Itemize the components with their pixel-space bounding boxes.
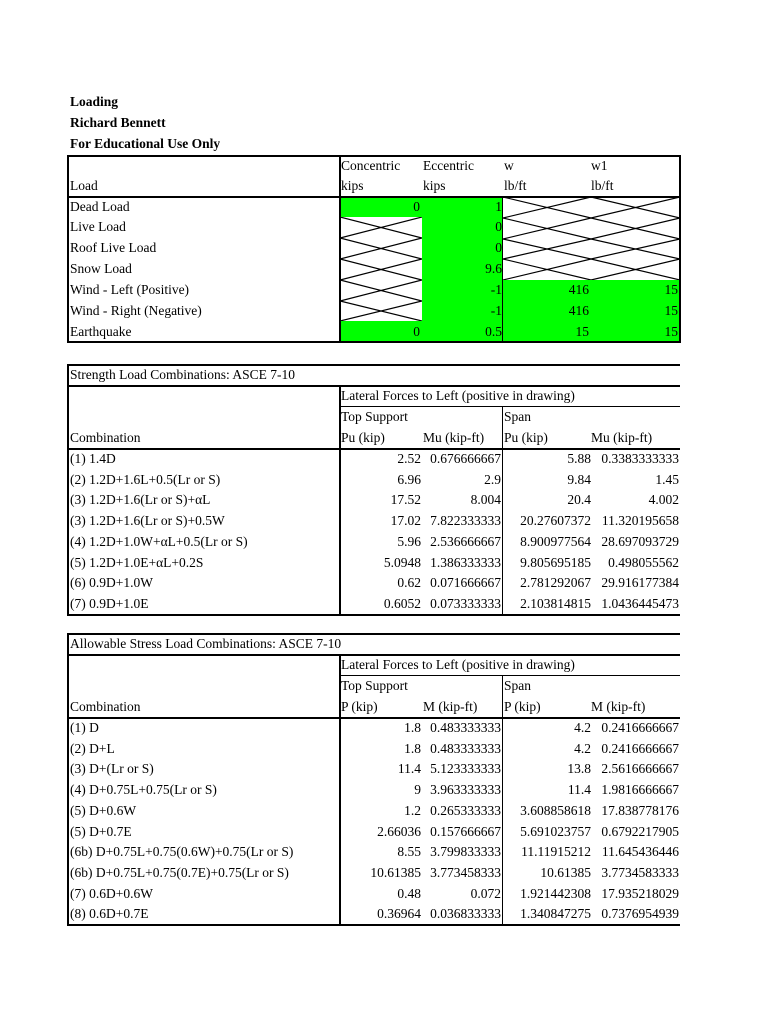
table-cell: 0.48: [397, 885, 421, 901]
load-label: Wind - Left (Positive): [70, 282, 190, 297]
load-label: Snow Load: [70, 261, 132, 276]
table-cell: 5.691023757: [520, 823, 591, 839]
w1-value: 15: [664, 282, 678, 297]
table-cell: 5.0948: [383, 554, 421, 570]
table-cell: 4.2: [574, 720, 591, 735]
table-cell: 20.27607372: [520, 513, 591, 529]
table-cell: 0.073333333: [430, 595, 501, 611]
table-cell: 9.84: [567, 471, 591, 487]
combination-label: (5) D+0.7E: [70, 823, 132, 839]
table-cell: 29.916177384: [601, 575, 679, 591]
w-value: 15: [575, 324, 589, 339]
concentric-header: Concentric: [341, 158, 401, 173]
table-cell: 2.5616666667: [601, 761, 679, 777]
combination-label: (2) D+L: [70, 740, 115, 756]
table-cell: 8.004: [470, 492, 501, 508]
table-cell: 0.498055562: [608, 554, 679, 570]
table-cell: 11.11915212: [521, 844, 591, 860]
table-cell: 1.386333333: [430, 554, 501, 570]
table-cell: 3.608858618: [520, 802, 591, 818]
w-value: 416: [568, 303, 589, 318]
table-cell: 7.822333333: [430, 513, 501, 529]
usage-notice: For Educational Use Only: [70, 136, 221, 151]
table-cell: 17.52: [390, 492, 421, 508]
table-cell: 0.6792217905: [601, 823, 679, 839]
table-cell: 0.2416666667: [601, 720, 679, 735]
table-cell: 0.071666667: [430, 575, 501, 591]
table-cell: 17.02: [390, 513, 421, 529]
w1-value: 15: [664, 324, 678, 339]
table-cell: 0.036833333: [430, 906, 501, 922]
eccentric-value: -1: [490, 303, 502, 318]
m-header: M (kip-ft): [423, 699, 478, 714]
combination-label: (4) 1.2D+1.0W+αL+0.5(Lr or S): [70, 533, 248, 549]
combination-label: (6) 0.9D+1.0W: [70, 575, 153, 591]
combination-label: (2) 1.2D+1.6L+0.5(Lr or S): [70, 471, 221, 487]
table-cell: 2.781292067: [520, 575, 591, 591]
author-name: Richard Bennett: [70, 115, 166, 130]
table-cell: 17.935218029: [601, 885, 679, 901]
table-cell: 0.62: [397, 575, 421, 591]
table-cell: 11.320195658: [601, 513, 679, 529]
table-cell: 13.8: [567, 761, 591, 777]
combination-label: (1) D: [70, 720, 99, 735]
table-cell: 1.8: [404, 720, 421, 735]
table-cell: 0.265333333: [430, 802, 501, 818]
table-cell: 3.773458333: [430, 864, 501, 880]
combination-label: (3) 1.2D+1.6(Lr or S)+αL: [70, 492, 211, 508]
eccentric-value: 0.5: [485, 324, 502, 339]
table-cell: 0.483333333: [430, 740, 501, 756]
table-cell: 0.3383333333: [601, 451, 679, 466]
eccentric-value: -1: [490, 282, 502, 297]
table-cell: 2.52: [397, 451, 421, 466]
load-label: Wind - Right (Negative): [70, 303, 202, 318]
allowable-title: Allowable Stress Load Combinations: ASCE 7-10: [70, 636, 342, 651]
table-cell: 0.072: [470, 885, 501, 901]
table-cell: 1.921442308: [520, 885, 591, 901]
eccentric-value: 9.6: [485, 261, 502, 276]
combination-label: (8) 0.6D+0.7E: [70, 906, 149, 922]
table-cell: 11.645436446: [601, 844, 679, 860]
pu-header: Pu (kip): [504, 430, 548, 445]
table-cell: 9.805695185: [520, 554, 591, 570]
table-cell: 3.799833333: [430, 844, 501, 860]
table-cell: 11.4: [567, 782, 591, 798]
combination-label: (1) 1.4D: [70, 451, 116, 466]
load-label: Dead Load: [70, 199, 130, 214]
table-cell: 4.2: [574, 740, 591, 756]
combination-label: (4) D+0.75L+0.75(Lr or S): [70, 782, 217, 798]
top-support-header: Top Support: [341, 409, 408, 424]
combination-label: (7) 0.6D+0.6W: [70, 885, 153, 901]
w-unit: lb/ft: [504, 178, 527, 193]
combination-label: (5) 1.2D+1.0E+αL+0.2S: [70, 554, 204, 570]
table-cell: 3.963333333: [430, 782, 501, 798]
table-cell: 10.61385: [370, 864, 421, 880]
table-cell: 3.7734583333: [601, 864, 679, 880]
eccentric-value: 0: [495, 240, 502, 255]
table-cell: 4.002: [648, 492, 679, 508]
eccentric-value: 0: [495, 219, 502, 234]
crosshatch-concentric: [340, 217, 422, 321]
table-cell: 8.900977564: [520, 533, 591, 549]
load-label: Earthquake: [70, 324, 132, 339]
lateral-forces-label: Lateral Forces to Left (positive in drawing): [341, 657, 575, 672]
table-cell: 2.66036: [377, 823, 421, 839]
table-cell: 0.6052: [383, 595, 421, 611]
mu-header: Mu (kip-ft): [591, 430, 653, 445]
load-label: Roof Live Load: [70, 240, 157, 255]
concentric-value: 0: [413, 199, 420, 214]
table-cell: 0.2416666667: [601, 740, 679, 756]
table-cell: 0.7376954939: [601, 906, 679, 922]
table-cell: 28.697093729: [601, 533, 679, 549]
table-cell: 17.838778176: [601, 802, 679, 818]
table-cell: 1.340847275: [520, 906, 591, 922]
load-header: Load: [70, 178, 98, 193]
concentric-value: 0: [413, 324, 420, 339]
combination-label: (3) D+(Lr or S): [70, 761, 154, 777]
table-cell: 1.9816666667: [601, 782, 679, 798]
m-header: M (kip-ft): [591, 699, 646, 714]
load-label: Live Load: [70, 219, 126, 234]
table-cell: 8.55: [397, 844, 421, 860]
table-cell: 1.8: [404, 740, 421, 756]
table-cell: 10.61385: [540, 864, 591, 880]
table-cell: 2.536666667: [430, 533, 501, 549]
combination-label: (6b) D+0.75L+0.75(0.6W)+0.75(Lr or S): [70, 844, 294, 860]
table-cell: 1.2: [404, 802, 421, 818]
crosshatch-w-loads: [503, 197, 680, 280]
w-value: 416: [568, 282, 589, 297]
mu-header: Mu (kip-ft): [423, 430, 485, 445]
table-cell: 2.103814815: [520, 595, 591, 611]
table-cell: 9: [414, 782, 421, 798]
table-cell: 20.4: [567, 492, 591, 508]
table-cell: 0.676666667: [430, 451, 501, 466]
eccentric-unit: kips: [423, 178, 446, 193]
p-header: P (kip): [341, 699, 378, 714]
table-cell: 11.4: [397, 761, 421, 777]
pu-header: Pu (kip): [341, 430, 385, 445]
table-cell: 5.123333333: [430, 761, 501, 777]
w-header: w: [504, 158, 514, 173]
table-cell: 0.157666667: [430, 823, 501, 839]
table-cell: 1.45: [655, 471, 679, 487]
p-header: P (kip): [504, 699, 541, 714]
combination-label: (5) D+0.6W: [70, 802, 137, 818]
page-title: Loading: [70, 94, 119, 109]
combination-header: Combination: [70, 699, 141, 714]
concentric-unit: kips: [341, 178, 364, 193]
table-cell: 2.9: [484, 471, 501, 487]
combination-label: (6b) D+0.75L+0.75(0.7E)+0.75(Lr or S): [70, 864, 289, 880]
eccentric-header: Eccentric: [423, 158, 474, 173]
w1-unit: lb/ft: [591, 178, 614, 193]
strength-title: Strength Load Combinations: ASCE 7-10: [70, 367, 295, 382]
span-header: Span: [504, 409, 531, 424]
top-support-header: Top Support: [341, 678, 408, 693]
w1-value: 15: [664, 303, 678, 318]
table-cell: 1.0436445473: [601, 595, 679, 611]
table-cell: 0.483333333: [430, 720, 501, 735]
table-cell: 5.88: [567, 451, 591, 466]
table-cell: 6.96: [397, 471, 421, 487]
combination-header: Combination: [70, 430, 141, 445]
combination-label: (3) 1.2D+1.6(Lr or S)+0.5W: [70, 513, 225, 529]
combination-label: (7) 0.9D+1.0E: [70, 595, 149, 611]
table-cell: 0.36964: [377, 906, 421, 922]
w1-header: w1: [591, 158, 608, 173]
table-cell: 5.96: [397, 533, 421, 549]
eccentric-value: 1: [495, 199, 502, 214]
lateral-forces-label: Lateral Forces to Left (positive in drawing): [341, 388, 575, 403]
span-header: Span: [504, 678, 531, 693]
